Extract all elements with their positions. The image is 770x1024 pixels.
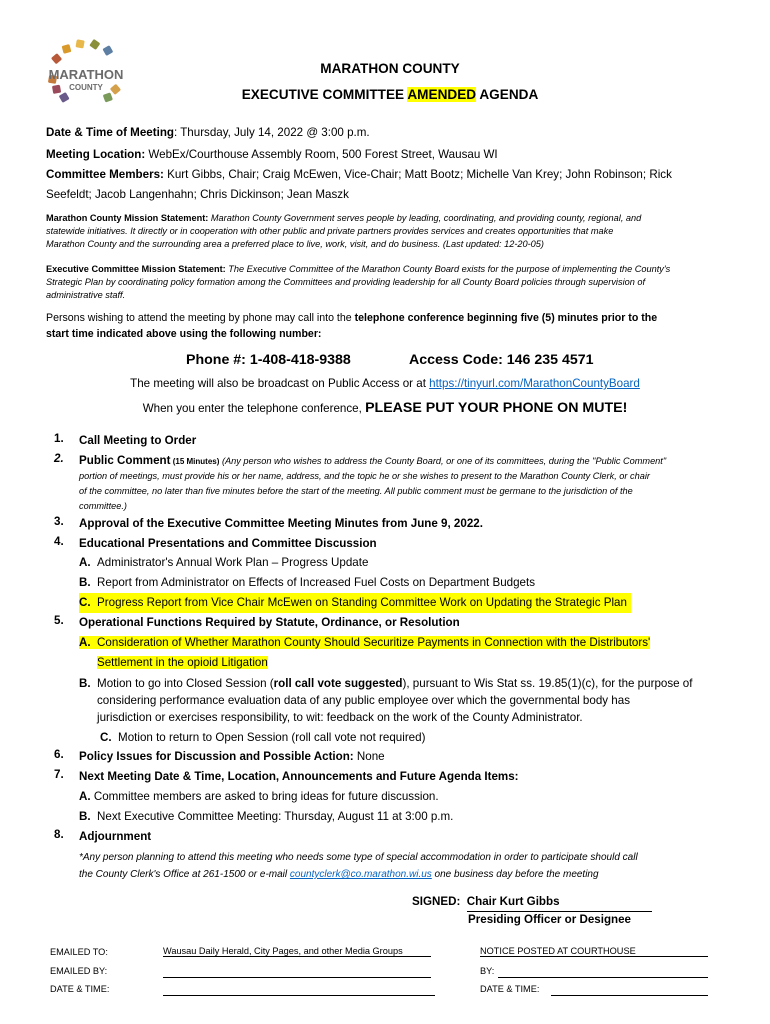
item-5b-l2: considering performance evaluation data of any public employee over which the governmental body has <box>97 694 630 707</box>
item-1-label: Call Meeting to Order <box>79 434 197 447</box>
item-8-num: 8. <box>54 828 64 841</box>
item-5c-text: Motion to return to Open Session (roll call vote not required) <box>118 731 426 744</box>
persons-l2-bold: start time indicated above using the following number: <box>46 328 322 340</box>
date-time-line-2 <box>551 984 708 996</box>
broadcast-line <box>0 377 770 390</box>
date-time-label-2: DATE & TIME: <box>480 984 540 994</box>
item-2-desc1: (Any person who wishes to address the County Board, or one of its committees, during the "Public Comment" <box>219 456 667 466</box>
item-5-label: Operational Functions Required by Statute, Ordinance, or Resolution <box>79 616 460 629</box>
item-4-num: 4. <box>54 535 64 548</box>
item-4c <box>79 593 631 613</box>
mission-label: Marathon County Mission Statement: <box>46 213 209 223</box>
item-3-label: Approval of the Executive Committee Meeting Minutes from June 9, 2022. <box>79 517 483 530</box>
item-4a-text: Administrator's Annual Work Plan – Progress Update <box>97 556 369 569</box>
phone-number: Phone #: 1-408-418-9388 <box>186 352 351 368</box>
members-label: Committee Members: <box>46 168 164 181</box>
agenda-title <box>150 56 630 108</box>
item-4b-text: Report from Administrator on Effects of Increased Fuel Costs on Department Budgets <box>97 576 536 589</box>
mission-l1: Marathon County Government serves people by leading, coordinating, and providing county, regional, and <box>208 213 642 223</box>
meeting-location <box>46 145 740 164</box>
mission-statement <box>46 212 740 251</box>
item-5a-cont <box>97 653 268 673</box>
item-6-value: None <box>353 750 385 763</box>
meeting-date <box>46 123 740 142</box>
item-1-num: 1. <box>54 432 64 445</box>
by-line <box>498 966 708 978</box>
item-3-num: 3. <box>54 515 64 528</box>
item-2-desc2: portion of meetings, must provide his or her name, address, and the topic he or she wishes to present to the Marathon County Clerk, or chair <box>79 471 650 481</box>
item-6-num: 6. <box>54 748 64 761</box>
mute-line <box>0 400 770 416</box>
phone-instructions <box>46 310 740 342</box>
logo-square <box>110 84 121 95</box>
clerk-email-link[interactable]: countyclerk@co.marathon.wi.us <box>289 869 432 880</box>
emailed-to-label: EMAILED TO: <box>50 947 108 957</box>
item-4c-letter: C. <box>79 596 91 609</box>
mission-l3: Marathon County and the surrounding area a preferred place to live, work, visit, and do business. (Last updated: 12-20-05) <box>46 239 544 249</box>
item-4a <box>79 553 368 573</box>
logo-text-county: COUNTY <box>69 83 103 92</box>
persons-l1-bold: telephone conference beginning five (5) minutes prior to the <box>354 312 658 324</box>
item-7a-text: Committee members are asked to bring ideas for future discussion. <box>93 790 439 803</box>
item-6-label: Policy Issues for Discussion and Possible Action: <box>79 750 354 763</box>
board-link[interactable]: https://tinyurl.com/MarathonCountyBoard <box>429 377 640 390</box>
exec-mission-l2: Strategic Plan by coordinating policy formation among the Committees and providing leadership for all County Board policies through supervision of <box>46 277 646 287</box>
item-5c <box>100 728 425 748</box>
item-7-label: Next Meeting Date & Time, Location, Announcements and Future Agenda Items: <box>79 770 519 783</box>
logo-square <box>89 39 100 50</box>
date-time-line <box>163 984 435 996</box>
item-4a-letter: A. <box>79 556 91 569</box>
logo-square <box>59 92 70 103</box>
exec-mission-l3: administrative staff. <box>46 290 126 300</box>
exec-mission-statement <box>46 263 740 302</box>
item-5c-letter: C. <box>100 731 112 744</box>
exec-mission-label: Executive Committee Mission Statement: <box>46 264 226 274</box>
committee-members <box>46 165 740 184</box>
persons-l1: Persons wishing to attend the meeting by phone may call into the <box>46 312 355 324</box>
accommodation-l1: *Any person planning to attend this meeting who needs some type of special accommodation in order to participate should call <box>79 852 638 863</box>
item-5a <box>79 633 650 653</box>
members-value: Kurt Gibbs, Chair; Craig McEwen, Vice-Chair; Matt Bootz; Michelle Van Krey; John Robinson; Rick <box>163 168 672 181</box>
logo-square <box>62 44 72 54</box>
accommodation-l2-post: one business day before the meeting <box>431 869 599 880</box>
title-post: AGENDA <box>476 87 539 102</box>
logo-square <box>75 39 84 48</box>
date-label: Date & Time of Meeting <box>46 126 174 139</box>
emailed-by-line <box>163 966 431 978</box>
logo-text-marathon: MARATHON <box>48 67 124 82</box>
notice-posted-label: NOTICE POSTED AT COURTHOUSE <box>480 946 708 957</box>
date-value: : Thursday, July 14, 2022 @ 3:00 p.m. <box>173 126 370 139</box>
mission-l2: statewide initiatives. It directly or in cooperation with other public and private partners provides services and creates opportunities that make <box>46 226 614 236</box>
mute-pre: When you enter the telephone conference, <box>142 402 366 415</box>
item-2-desc4: committee.) <box>79 501 127 511</box>
item-2-desc3: of the committee, no later than five minutes before the start of the meeting. All public comment must be germane to the jurisdiction of the <box>79 486 633 496</box>
logo-square <box>51 53 62 64</box>
item-5b-letter: B. <box>79 677 91 690</box>
title-line-1: MARATHON COUNTY <box>320 61 460 76</box>
item-5a-letter: A. <box>79 636 91 649</box>
exec-mission-l1: The Executive Committee of the Marathon County Board exists for the purpose of implementing the County's <box>225 264 671 274</box>
item-5b-bold: roll call vote suggested <box>273 677 403 690</box>
accommodation-note <box>79 849 739 883</box>
emailed-to-value: Wausau Daily Herald, City Pages, and other Media Groups <box>163 946 431 957</box>
access-code: Access Code: 146 235 4571 <box>409 352 594 368</box>
item-4b-letter: B. <box>79 576 91 589</box>
by-label: BY: <box>480 966 495 976</box>
item-2-label: Public Comment <box>79 454 171 467</box>
date-time-label: DATE & TIME: <box>50 984 110 994</box>
accommodation-l2-pre: the County Clerk's Office at 261-1500 or e-mail <box>79 869 290 880</box>
item-2-desc-cont <box>79 469 739 514</box>
item-7b <box>79 807 453 827</box>
item-7-num: 7. <box>54 768 64 781</box>
mute-bold: PLEASE PUT YOUR PHONE ON MUTE! <box>365 400 628 416</box>
amended-highlight: AMENDED <box>407 87 477 102</box>
item-4b <box>79 573 535 593</box>
item-7a <box>79 787 439 807</box>
marathon-county-logo <box>38 34 134 108</box>
item-6-line <box>79 747 385 766</box>
logo-square <box>102 45 113 56</box>
title-line-2 <box>150 82 630 108</box>
item-4-label: Educational Presentations and Committee Discussion <box>79 537 377 550</box>
emailed-by-label: EMAILED BY: <box>50 966 108 976</box>
item-5b-pre: Motion to go into Closed Session ( <box>97 677 274 690</box>
item-5a-text2: Settlement in the opioid Litigation <box>97 656 268 669</box>
signed-name: Chair Kurt Gibbs <box>467 892 652 912</box>
signed-title: Presiding Officer or Designee <box>468 913 632 926</box>
signed-label: SIGNED: <box>412 895 461 908</box>
item-5-num: 5. <box>54 614 64 627</box>
item-7a-letter: A. <box>79 790 91 803</box>
signed-block <box>412 892 652 912</box>
location-label: Meeting Location: <box>46 148 146 161</box>
item-5a-text1: Consideration of Whether Marathon County Should Securitize Payments in Connection with the Distributors' <box>97 636 651 649</box>
item-2-line <box>79 451 744 471</box>
logo-square <box>52 85 61 94</box>
broadcast-text: The meeting will also be broadcast on Public Access or at <box>130 377 430 390</box>
item-2-num: 2. <box>54 452 64 465</box>
item-4c-text: Progress Report from Vice Chair McEwen on Standing Committee Work on Updating the Strategic Plan <box>97 596 627 609</box>
logo-square <box>103 92 113 102</box>
item-7b-text: Next Executive Committee Meeting: Thursday, August 11 at 3:00 p.m. <box>97 810 454 823</box>
item-5b-l3: jurisdiction or exercises responsibility, to wit: feedback on the work of the County Administrator. <box>97 711 583 724</box>
item-2-minutes: (15 Minutes) <box>170 457 220 466</box>
item-8-label: Adjournment <box>79 830 152 843</box>
item-5b-post: ), pursuant to Wis Stat ss. 19.85(1)(c), for the purpose of <box>402 677 693 690</box>
location-value: WebEx/Courthouse Assembly Room, 500 Forest Street, Wausau WI <box>145 148 498 161</box>
committee-members-cont: Seefeldt; Jacob Langenhahn; Chris Dickinson; Jean Maszk <box>46 188 349 201</box>
item-7b-letter: B. <box>79 810 91 823</box>
title-pre: EXECUTIVE COMMITTEE <box>241 87 408 102</box>
